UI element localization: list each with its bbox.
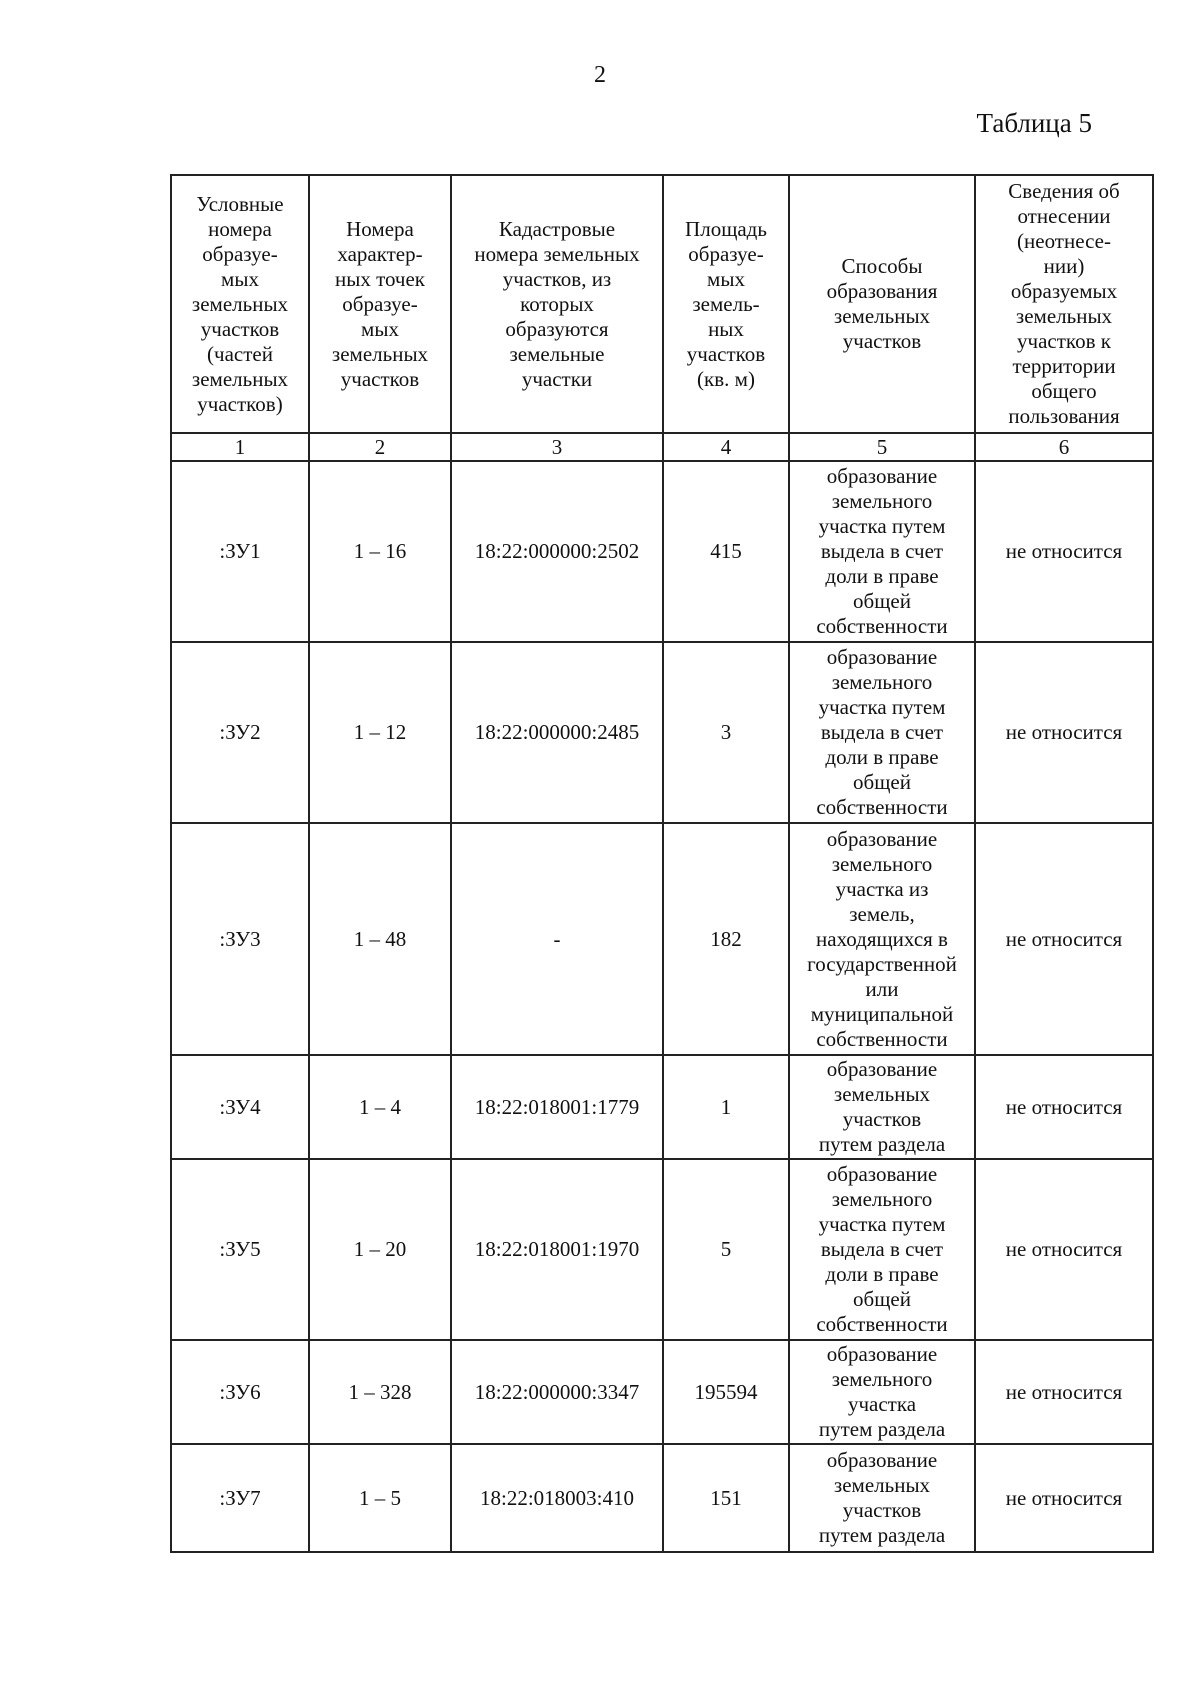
plot-id-cell: :ЗУ5: [171, 1159, 309, 1340]
public-use-cell: не относится: [975, 1159, 1153, 1340]
table-row: [171, 1055, 1153, 1159]
points-cell: 1 – 328: [309, 1340, 451, 1444]
table-row: [171, 1340, 1153, 1444]
plot-id-cell: :ЗУ7: [171, 1444, 309, 1552]
header-public-use: [975, 175, 1153, 433]
cadastral-cell: 18:22:018001:1970: [451, 1159, 663, 1340]
method-cell: [789, 823, 975, 1055]
method-text: образование земельного участка путем раздела: [818, 1342, 946, 1441]
column-number: 3: [451, 433, 663, 461]
cadastral-cell: 18:22:018001:1779: [451, 1055, 663, 1159]
area-cell: 415: [663, 461, 789, 642]
plot-id-cell: :ЗУ2: [171, 642, 309, 823]
method-cell: [789, 1340, 975, 1444]
plot-id-cell: :ЗУ6: [171, 1340, 309, 1444]
header-point-numbers: [309, 175, 451, 433]
column-number: 5: [789, 433, 975, 461]
table-row: [171, 1444, 1153, 1552]
points-cell: 1 – 4: [309, 1055, 451, 1159]
area-cell: 195594: [663, 1340, 789, 1444]
area-cell: 5: [663, 1159, 789, 1340]
column-number-row: [171, 433, 1153, 461]
header-area-text: Площадь образуе- мых земель- ных участков (кв. м): [685, 216, 767, 391]
header-formation-method-text: Способы образования земельных участков: [826, 254, 938, 353]
public-use-cell: не относится: [975, 642, 1153, 823]
method-text: образование земельного участка путем выдела в счет доли в праве общей собственности: [816, 645, 948, 819]
points-cell: 1 – 5: [309, 1444, 451, 1552]
public-use-cell: не относится: [975, 1340, 1153, 1444]
column-number: 6: [975, 433, 1153, 461]
table-row: [171, 461, 1153, 642]
public-use-cell: не относится: [975, 1444, 1153, 1552]
header-cadastral-numbers: [451, 175, 663, 433]
area-cell: 151: [663, 1444, 789, 1552]
method-cell: [789, 642, 975, 823]
header-point-numbers-text: Номера характер- ных точек образуе- мых земельных участков: [331, 216, 429, 391]
public-use-cell: не относится: [975, 461, 1153, 642]
points-cell: 1 – 12: [309, 642, 451, 823]
header-formation-method: [789, 175, 975, 433]
header-public-use-text: Сведения об отнесении (неотнесе- нии) образуемых земельных участков к территории общего пользования: [1008, 179, 1120, 428]
header-plot-number-text: Условные номера образуе- мых земельных участков (частей земельных участков): [191, 191, 289, 416]
plot-id-cell: :ЗУ1: [171, 461, 309, 642]
method-cell: [789, 1159, 975, 1340]
method-text: образование земельного участка путем выдела в счет доли в праве общей собственности: [816, 1162, 948, 1336]
table-header-row: [171, 175, 1153, 433]
plot-id-cell: :ЗУ3: [171, 823, 309, 1055]
cadastral-cell: 18:22:000000:3347: [451, 1340, 663, 1444]
method-text: образование земельных участков путем раздела: [818, 1057, 946, 1156]
points-cell: 1 – 20: [309, 1159, 451, 1340]
column-number: 1: [171, 433, 309, 461]
public-use-cell: не относится: [975, 823, 1153, 1055]
page-number: 2: [594, 62, 606, 88]
column-number: 2: [309, 433, 451, 461]
column-number: 4: [663, 433, 789, 461]
table-row: [171, 823, 1153, 1055]
method-text: образование земельных участков путем раздела: [818, 1448, 946, 1547]
land-plots-table: [170, 174, 1154, 1553]
method-cell: [789, 1055, 975, 1159]
points-cell: 1 – 16: [309, 461, 451, 642]
points-cell: 1 – 48: [309, 823, 451, 1055]
header-plot-number: [171, 175, 309, 433]
method-cell: [789, 1444, 975, 1552]
public-use-cell: не относится: [975, 1055, 1153, 1159]
area-cell: 3: [663, 642, 789, 823]
method-cell: [789, 461, 975, 642]
method-text: образование земельного участка путем выдела в счет доли в праве общей собственности: [816, 464, 948, 638]
area-cell: 182: [663, 823, 789, 1055]
area-cell: 1: [663, 1055, 789, 1159]
cadastral-cell: 18:22:000000:2485: [451, 642, 663, 823]
cadastral-cell: -: [451, 823, 663, 1055]
header-area: [663, 175, 789, 433]
table-row: [171, 642, 1153, 823]
method-text: образование земельного участка из земель, находящихся в государственной или муниципальной собственности: [807, 826, 957, 1051]
cadastral-cell: 18:22:018003:410: [451, 1444, 663, 1552]
table-row: [171, 1159, 1153, 1340]
plot-id-cell: :ЗУ4: [171, 1055, 309, 1159]
header-cadastral-numbers-text: Кадастровые номера земельных участков, из которых образуются земельные участки: [474, 216, 640, 391]
cadastral-cell: 18:22:000000:2502: [451, 461, 663, 642]
table-title: Таблица 5: [976, 108, 1092, 138]
